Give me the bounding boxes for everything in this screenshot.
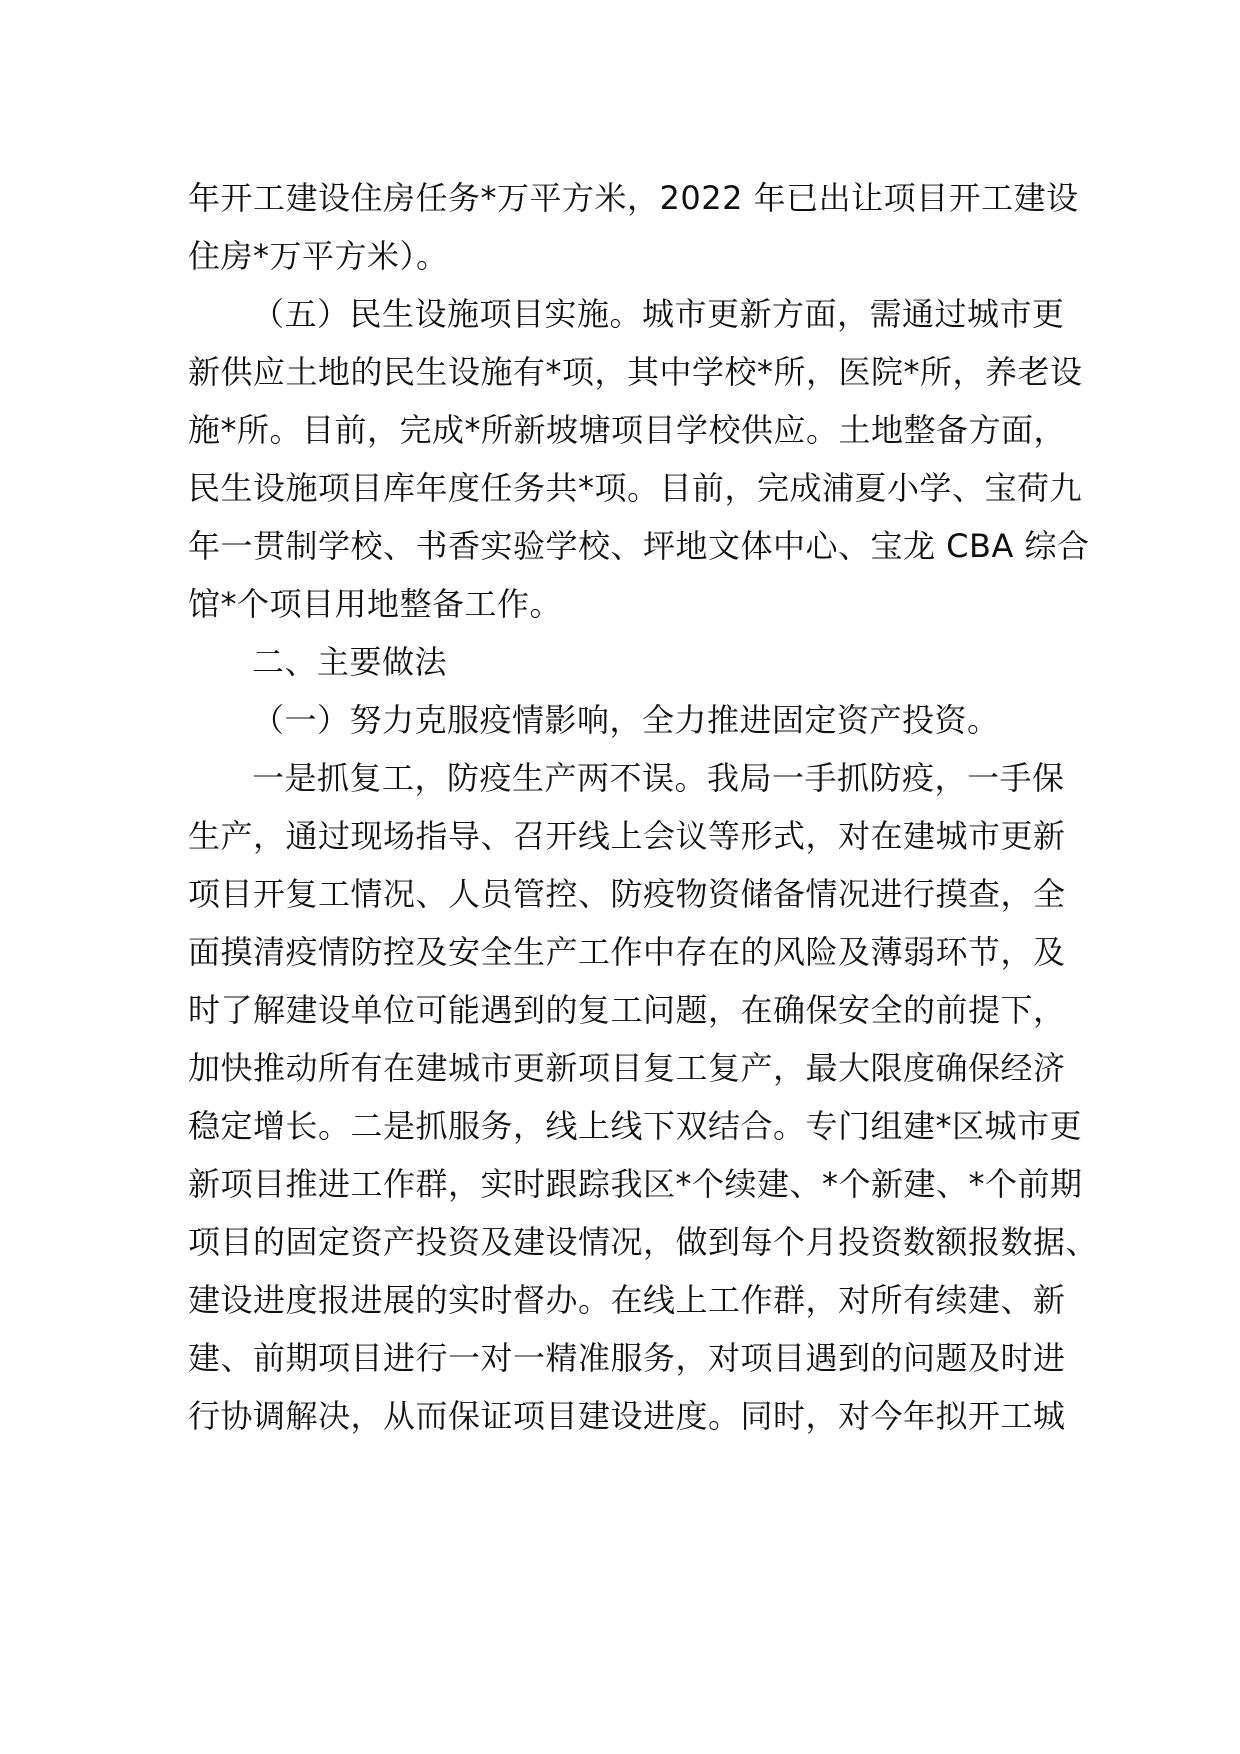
paragraph-line: 项目的固定资产投资及建设情况，做到每个月投资数额报数据、 <box>188 1223 1099 1261</box>
paragraph-line: 建、前期项目进行一对一精准服务，对项目遇到的问题及时进 <box>188 1339 1066 1377</box>
paragraph-line: 民生设施项目库年度任务共*项。目前，完成浦夏小学、宝荷九 <box>188 469 1083 507</box>
paragraph-line: 面摸清疫情防控及安全生产工作中存在的风险及薄弱环节，及 <box>188 933 1066 971</box>
section-heading-line: （五）民生设施项目实施。城市更新方面，需通过城市更 <box>252 295 1065 333</box>
paragraph-line: 住房*万平方米）。 <box>188 237 449 275</box>
paragraph-line: 时了解建设单位可能遇到的复工问题，在确保安全的前提下， <box>188 991 1066 1029</box>
chapter-heading: 二、主要做法 <box>252 643 448 681</box>
paragraph-line: 年开工建设住房任务*万平方米，2022 年已出让项目开工建设 <box>188 179 1079 217</box>
paragraph-line: 新项目推进工作群，实时跟踪我区*个续建、*个新建、*个前期 <box>188 1165 1083 1203</box>
paragraph-line: 新供应土地的民生设施有*项，其中学校*所，医院*所，养老设 <box>188 353 1083 391</box>
paragraph-line: 年一贯制学校、书香实验学校、坪地文体中心、宝龙 CBA 综合 <box>188 527 1090 565</box>
paragraph-line: 生产，通过现场指导、召开线上会议等形式，对在建城市更新 <box>188 817 1066 855</box>
paragraph-line: 加快推动所有在建城市更新项目复工复产，最大限度确保经济 <box>188 1049 1066 1087</box>
paragraph-line: 馆*个项目用地整备工作。 <box>188 585 563 623</box>
paragraph-line: 一是抓复工，防疫生产两不误。我局一手抓防疫，一手保 <box>252 759 1065 797</box>
subsection-heading: （一）努力克服疫情影响，全力推进固定资产投资。 <box>252 701 1000 739</box>
paragraph-line: 项目开复工情况、人员管控、防疫物资储备情况进行摸查，全 <box>188 875 1066 913</box>
paragraph-line: 行协调解决，从而保证项目建设进度。同时，对今年拟开工城 <box>188 1397 1066 1435</box>
paragraph-line: 施*所。目前，完成*所新坡塘项目学校供应。土地整备方面， <box>188 411 1067 449</box>
paragraph-line: 稳定增长。二是抓服务，线上线下双结合。专门组建*区城市更 <box>188 1107 1083 1145</box>
paragraph-line: 建设进度报进展的实时督办。在线上工作群，对所有续建、新 <box>188 1281 1066 1319</box>
